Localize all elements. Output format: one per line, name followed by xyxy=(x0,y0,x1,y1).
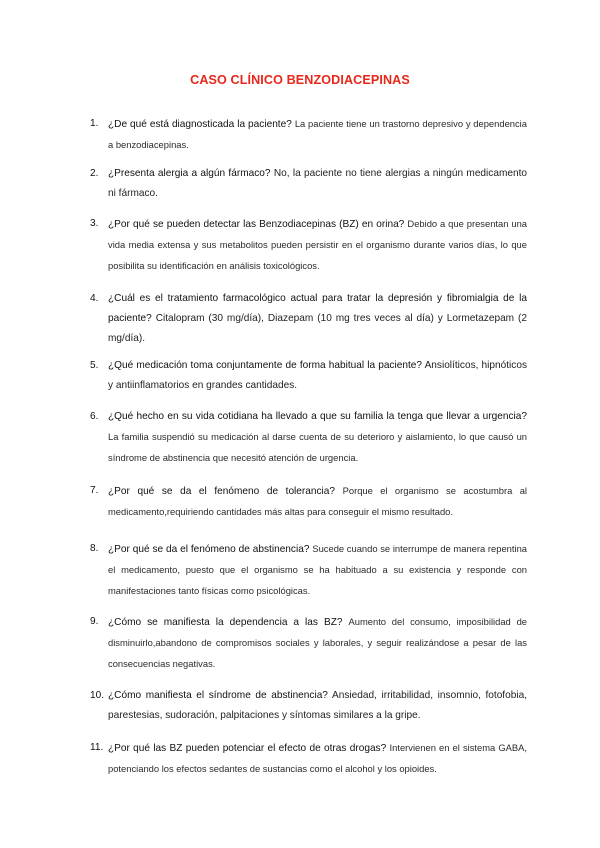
question-number: 5. xyxy=(90,360,99,371)
question-body xyxy=(108,612,527,675)
answer-text: Intervienen en el sistema GABA, potenciando los efectos sedantes de sustancias como el alcohol y los opioides. xyxy=(108,742,527,774)
question-item xyxy=(90,356,527,396)
question-number: 6. xyxy=(90,411,99,422)
question-body xyxy=(108,686,527,726)
question-number: 7. xyxy=(90,485,99,496)
question-item xyxy=(90,214,527,277)
question-text: ¿Qué hecho en su vida cotidiana ha llevado a que su familia la tenga que llevar a urgencia? xyxy=(108,411,527,422)
answer-text: La familia suspendió su medicación al darse cuenta de su deterioro y aislamiento, lo que causó un síndrome de abstinencia que necesitó atención de urgencia. xyxy=(108,431,527,463)
question-item xyxy=(90,539,527,602)
question-number: 11. xyxy=(90,742,104,753)
question-body xyxy=(108,114,527,156)
answer-text: No, la paciente no tiene alergias a ningún medicamento ni fármaco. xyxy=(108,168,528,199)
question-text: ¿Cómo se manifiesta la dependencia a las BZ? xyxy=(108,617,349,628)
question-body xyxy=(108,164,527,204)
question-text: ¿Cuál es el tratamiento farmacológico actual para tratar la depresión y fibromialgia de la paciente? xyxy=(108,293,527,324)
question-number: 2. xyxy=(90,168,99,179)
question-number: 8. xyxy=(90,543,99,554)
question-body xyxy=(108,481,527,523)
question-number: 9. xyxy=(90,616,99,627)
question-item xyxy=(90,164,527,204)
question-text: ¿Cómo manifiesta el síndrome de abstinencia? xyxy=(108,690,332,701)
question-text: ¿Por qué las BZ pueden potenciar el efecto de otras drogas? xyxy=(108,743,390,754)
question-text: ¿Por qué se pueden detectar las Benzodiacepinas (BZ) en orina? xyxy=(108,219,408,230)
answer-text: Ansiedad, irritabilidad, insomnio, fotofobia, parestesias, sudoración, palpitaciones y síntomas similares a la gripe. xyxy=(108,690,527,721)
question-item xyxy=(90,114,527,156)
question-item xyxy=(90,612,527,675)
answer-text: Ansiolíticos, hipnóticos y antiinflamatorios en grandes cantidades. xyxy=(108,360,527,391)
question-text: ¿De qué está diagnosticada la paciente? xyxy=(108,119,295,130)
question-number: 3. xyxy=(90,218,99,229)
question-text: ¿Qué medicación toma conjuntamente de forma habitual la paciente? xyxy=(108,360,425,371)
question-item xyxy=(90,738,527,780)
question-number: 1. xyxy=(90,118,99,129)
answer-text: Aumento del consumo, imposibilidad de disminuirlo,abandono de compromisos sociales y laborales, y seguir realizándose a pesar de las consecuencias negativas. xyxy=(108,616,527,669)
question-item xyxy=(90,289,527,349)
question-body xyxy=(108,356,527,396)
question-number: 10. xyxy=(90,690,105,701)
answer-text: La paciente tiene un trastorno depresivo y dependencia a benzodiacepinas. xyxy=(108,118,527,150)
answer-text: Citalopram (30 mg/día), Diazepam (10 mg tres veces al día) y Lormetazepam (2 mg/día). xyxy=(108,313,527,344)
question-item xyxy=(90,481,527,523)
question-item xyxy=(90,686,527,726)
question-item xyxy=(90,407,527,469)
answer-text: Debido a que presentan una vida media extensa y sus metabolitos pueden persistir en el organismo durante varios días, lo que posibilita su identificación en análisis toxicológicos. xyxy=(108,218,528,271)
document-title: CASO CLÍNICO BENZODIACEPINAS xyxy=(190,73,410,87)
question-body xyxy=(108,539,527,602)
question-text: ¿Por qué se da el fenómeno de tolerancia? xyxy=(108,486,343,497)
question-body xyxy=(108,738,527,780)
question-body xyxy=(108,407,527,469)
answer-text: Sucede cuando se interrumpe de manera repentina el medicamento, puesto que el organismo se ha habituado a su existencia y responde con manifestaciones tanto físicas como psicológicas. xyxy=(108,543,527,596)
question-text: ¿Por qué se da el fenómeno de abstinencia? xyxy=(108,544,313,555)
question-body xyxy=(108,214,527,277)
answer-text: Porque el organismo se acostumbra al medicamento,requiriendo cantidades más altas para conseguir el mismo resultado. xyxy=(108,485,527,517)
question-number: 4. xyxy=(90,293,99,304)
question-body xyxy=(108,289,527,349)
question-text: ¿Presenta alergia a algún fármaco? xyxy=(108,168,274,179)
